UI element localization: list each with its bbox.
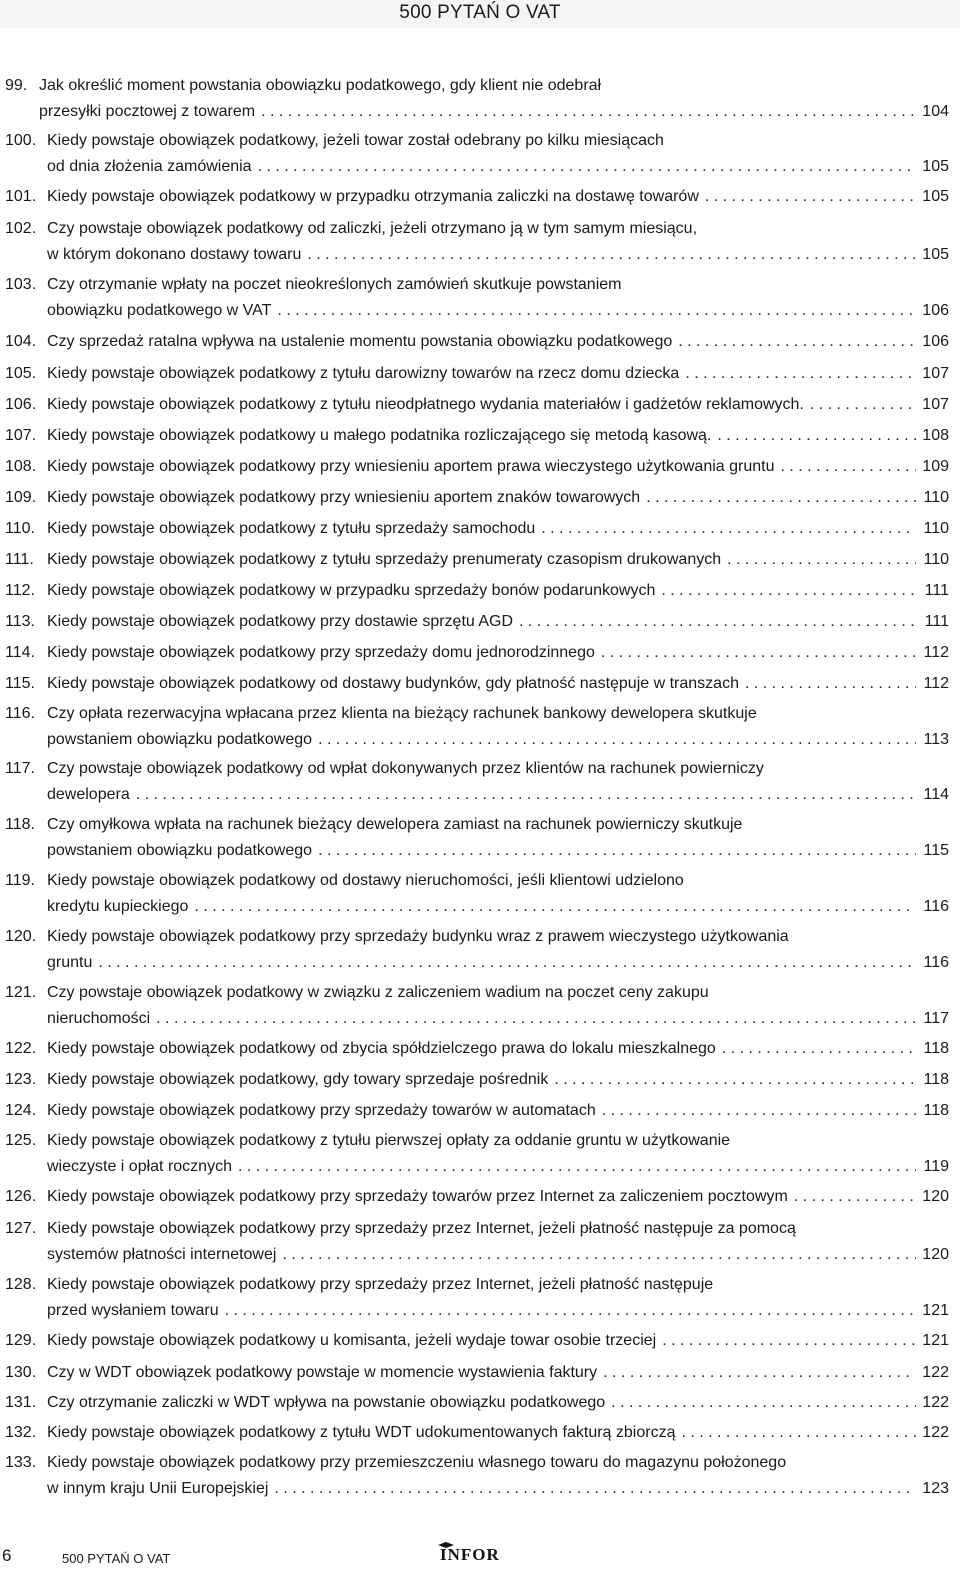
- toc-entry-text: przesyłki pocztowej z towarem: [39, 103, 256, 120]
- leader-dots: [611, 1390, 916, 1415]
- leader-dots: [685, 361, 916, 386]
- toc-entry-number: 115.: [5, 675, 35, 692]
- leader-dots: [662, 1328, 916, 1353]
- leader-dots: [98, 950, 916, 975]
- toc-entry-text: Kiedy powstaje obowiązek podatkowy przy dostawie sprzętu AGD: [47, 613, 514, 630]
- toc-entry-text: Kiedy powstaje obowiązek podatkowy przy sprzedaży domu jednorodzinnego: [47, 644, 595, 661]
- leader-dots: [225, 1298, 916, 1323]
- leader-dots: [156, 1006, 916, 1031]
- leader-dots: [282, 1242, 916, 1267]
- toc-entry-number: 122.: [5, 1040, 37, 1057]
- infor-logo: [436, 1541, 526, 1568]
- toc-entry-page: 118: [923, 1040, 949, 1057]
- toc-entry-text: Kiedy powstaje obowiązek podatkowy w przypadku sprzedaży bonów podarunkowych: [47, 582, 656, 599]
- toc-entry-text: Kiedy powstaje obowiązek podatkowy przy wniesieniu aportem prawa wieczystego użytkowania gruntu: [47, 458, 775, 475]
- toc-entry-number: 119.: [5, 872, 35, 889]
- toc-entry-text: Czy otrzymanie wpłaty na poczet nieokreślonych zamówień skutkuje powstaniem: [47, 276, 622, 293]
- leader-dots: [745, 671, 916, 696]
- toc-entry-page: 109: [922, 458, 949, 475]
- toc-entry-number: 110.: [5, 520, 35, 537]
- toc-entry-number: 101.: [5, 188, 37, 205]
- toc-entry-number: 120.: [5, 928, 37, 945]
- running-header-title: 500 PYTAŃ O VAT: [399, 2, 561, 23]
- toc-entry-text: Czy otrzymanie zaliczki w WDT wpływa na powstanie obowiązku podatkowego: [47, 1394, 606, 1411]
- toc-entry-number: 124.: [5, 1102, 37, 1119]
- leader-dots: [646, 485, 916, 510]
- toc-entry-number: 109.: [5, 489, 37, 506]
- toc-entry-text: od dnia złożenia zamówienia: [47, 158, 252, 175]
- toc-entry-text: kredytu kupieckiego: [47, 898, 189, 915]
- toc-entry-text: Kiedy powstaje obowiązek podatkowy z tytułu sprzedaży samochodu: [47, 520, 536, 537]
- toc-entry-page: 112: [923, 675, 949, 692]
- toc-entry-page: 117: [923, 1010, 949, 1027]
- leader-dots: [274, 1476, 916, 1501]
- leader-dots: [722, 1036, 916, 1061]
- toc-entry-page: 122: [922, 1424, 949, 1441]
- leader-dots: [705, 184, 916, 209]
- toc-entry-page: 119: [923, 1158, 949, 1175]
- toc-entry-page: 105: [922, 188, 949, 205]
- toc-entry-text: Kiedy powstaje obowiązek podatkowy z tytułu WDT udokumentowanych fakturą zbiorczą: [47, 1424, 676, 1441]
- toc-entry-text: Kiedy powstaje obowiązek podatkowy z tytułu pierwszej opłaty za oddanie gruntu w użytkowanie: [47, 1132, 731, 1149]
- leader-dots: [601, 640, 916, 665]
- toc-entry-page: 116: [923, 954, 949, 971]
- leader-dots: [717, 423, 916, 448]
- toc-entry-text: Kiedy powstaje obowiązek podatkowy przy sprzedaży budynku wraz z prawem wieczystego użytkowania: [47, 928, 789, 945]
- toc-entry-number: 113.: [5, 613, 35, 630]
- toc-entry-number: 121.: [5, 984, 37, 1001]
- toc-entry-page: 108: [922, 427, 949, 444]
- toc-entry-text: obowiązku podatkowego w VAT: [47, 302, 272, 319]
- toc-entry-page: 116: [923, 898, 949, 915]
- toc-entry-text: gruntu: [47, 954, 93, 971]
- toc-entry-text: Kiedy powstaje obowiązek podatkowy przy sprzedaży przez Internet, jeżeli płatność następuje: [47, 1276, 714, 1293]
- toc-entry-page: 118: [923, 1102, 949, 1119]
- toc-entry-page: 113: [923, 731, 949, 748]
- footer-page-number: 6: [2, 1546, 12, 1565]
- toc-entry-text: systemów płatności internetowej: [47, 1246, 277, 1263]
- toc-entry-page: 120: [922, 1188, 949, 1205]
- leader-dots: [794, 1184, 916, 1209]
- toc-entry-number: 118.: [5, 816, 35, 833]
- toc-entry-page: 115: [923, 842, 949, 859]
- toc-entry-number: 116.: [5, 705, 35, 722]
- toc-entry-text: Czy powstaje obowiązek podatkowy w związku z zaliczeniem wadium na poczet ceny zakupu: [47, 984, 709, 1001]
- toc-entry-text: Czy opłata rezerwacyjna wpłacana przez klienta na bieżący rachunek bankowy dewelopera skutkuje: [47, 705, 757, 722]
- toc-entry-page: 107: [922, 365, 949, 382]
- toc-entry-text: przed wysłaniem towaru: [47, 1302, 219, 1319]
- leader-dots: [810, 392, 916, 417]
- leader-dots: [194, 894, 916, 919]
- toc-entry-number: 99.: [5, 77, 28, 94]
- toc-entry-page: 105: [922, 246, 949, 263]
- toc-entry-text: Kiedy powstaje obowiązek podatkowy od dostawy budynków, gdy płatność następuje w transzach: [47, 675, 739, 692]
- leader-dots: [519, 609, 916, 634]
- leader-dots: [681, 1420, 916, 1445]
- toc-entry-page: 106: [922, 302, 949, 319]
- toc-entry-page: 110: [923, 520, 949, 537]
- leader-dots: [602, 1098, 916, 1123]
- toc-entry-text: Kiedy powstaje obowiązek podatkowy, gdy towary sprzedaje pośrednik: [47, 1071, 549, 1088]
- leader-dots: [727, 547, 916, 572]
- toc-entry-number: 103.: [5, 276, 37, 293]
- toc-entry-number: 130.: [5, 1364, 37, 1381]
- toc-entry-number: 123.: [5, 1071, 37, 1088]
- toc-entry-text: wieczyste i opłat rocznych: [47, 1158, 232, 1175]
- toc-entry-text: Kiedy powstaje obowiązek podatkowy przy sprzedaży towarów w automatach: [47, 1102, 596, 1119]
- toc-entry-number: 112.: [5, 582, 35, 599]
- toc-entry-number: 127.: [5, 1220, 37, 1237]
- toc-entry-text: Kiedy powstaje obowiązek podatkowy przy przemieszczeniu własnego towaru do magazynu położonego: [47, 1454, 787, 1471]
- toc-entry-number: 126.: [5, 1188, 37, 1205]
- infor-logo-icon: [436, 1541, 526, 1563]
- toc-entry-page: 110: [923, 551, 949, 568]
- toc-entry-text: Kiedy powstaje obowiązek podatkowy w przypadku otrzymania zaliczki na dostawę towarów: [47, 188, 699, 205]
- toc-entry-page: 122: [922, 1394, 949, 1411]
- toc-entry-number: 105.: [5, 365, 37, 382]
- leader-dots: [261, 99, 916, 124]
- toc-entry-page: 112: [923, 644, 949, 661]
- toc-entry-number: 104.: [5, 333, 37, 350]
- toc-entry-text: Kiedy powstaje obowiązek podatkowy u małego podatnika rozliczającego się metodą kasową.: [47, 427, 712, 444]
- toc-entry-text: Kiedy powstaje obowiązek podatkowy przy sprzedaży towarów przez Internet za zaliczeniem pocztowym: [47, 1188, 788, 1205]
- toc-entry-text: w innym kraju Unii Europejskiej: [47, 1480, 269, 1497]
- leader-dots: [541, 516, 916, 541]
- toc-entry-page: 114: [923, 786, 949, 803]
- toc-entry-text: Czy omyłkowa wpłata na rachunek bieżący dewelopera zamiast na rachunek powierniczy skutkuje: [47, 816, 743, 833]
- toc-entry-text: Czy powstaje obowiązek podatkowy od zaliczki, jeżeli otrzymano ją w tym samym miesiącu,: [47, 220, 698, 237]
- toc-entry-text: Kiedy powstaje obowiązek podatkowy z tytułu sprzedaży prenumeraty czasopism drukowanych: [47, 551, 722, 568]
- toc-entry-page: 107: [922, 396, 949, 413]
- leader-dots: [603, 1360, 916, 1385]
- toc-entry-number: 125.: [5, 1132, 37, 1149]
- toc-entry-page: 111: [924, 582, 949, 599]
- toc-entry-number: 131.: [5, 1394, 37, 1411]
- page-header: [0, 0, 960, 28]
- leader-dots: [136, 782, 916, 807]
- toc-entry-page: 106: [922, 333, 949, 350]
- toc-entry-text: Kiedy powstaje obowiązek podatkowy przy wniesieniu aportem znaków towarowych: [47, 489, 641, 506]
- toc-entry-page: 111: [924, 613, 949, 630]
- toc-entry-number: 100.: [5, 132, 37, 149]
- leader-dots: [307, 242, 916, 267]
- toc-entry-text: Kiedy powstaje obowiązek podatkowy przy sprzedaży przez Internet, jeżeli płatność następuje za pomocą: [47, 1220, 796, 1237]
- toc-entry-text: w którym dokonano dostawy towaru: [47, 246, 302, 263]
- toc-entry-text: Jak określić moment powstania obowiązku podatkowego, gdy klient nie odebrał: [39, 77, 602, 94]
- toc-entry-text: Kiedy powstaje obowiązek podatkowy z tytułu darowizny towarów na rzecz domu dziecka: [47, 365, 680, 382]
- toc-entry-text: powstaniem obowiązku podatkowego: [47, 731, 313, 748]
- leader-dots: [318, 838, 916, 863]
- toc-entry-text: Kiedy powstaje obowiązek podatkowy z tytułu nieodpłatnego wydania materiałów i gadżetów reklamowych.: [47, 396, 804, 413]
- toc-entry-text: dewelopera: [47, 786, 130, 803]
- toc-entry-text: Kiedy powstaje obowiązek podatkowy od dostawy nieruchomości, jeśli klientowi udzielono: [47, 872, 684, 889]
- toc-entry-number: 111.: [5, 551, 34, 568]
- toc-entry-text: Czy w WDT obowiązek podatkowy powstaje w momencie wystawienia faktury: [47, 1364, 598, 1381]
- toc-entry-text: Czy sprzedaż ratalna wpływa na ustalenie momentu powstania obowiązku podatkowego: [47, 333, 673, 350]
- toc-entry-page: 104: [922, 103, 949, 120]
- toc-entry-number: 108.: [5, 458, 37, 475]
- toc-entry-page: 110: [923, 489, 949, 506]
- toc-entry-page: 121: [922, 1332, 949, 1349]
- leader-dots: [678, 329, 916, 354]
- toc-entry-text: Kiedy powstaje obowiązek podatkowy, jeżeli towar został odebrany po kilku miesiącach: [47, 132, 664, 149]
- toc-entry-number: 133.: [5, 1454, 37, 1471]
- toc-entry-text: Kiedy powstaje obowiązek podatkowy u komisanta, jeżeli wydaje towar osobie trzeciej: [47, 1332, 657, 1349]
- toc-entry-text: powstaniem obowiązku podatkowego: [47, 842, 313, 859]
- toc-entry-page: 122: [922, 1364, 949, 1381]
- infor-logo-text: INFOR: [440, 1545, 500, 1563]
- leader-dots: [554, 1067, 916, 1092]
- toc-entry-page: 123: [922, 1480, 949, 1497]
- toc-entry-page: 121: [922, 1302, 949, 1319]
- toc-entry-number: 106.: [5, 396, 37, 413]
- leader-dots: [277, 298, 916, 323]
- footer-title: 500 PYTAŃ O VAT: [62, 1551, 171, 1566]
- leader-dots: [781, 454, 917, 479]
- toc-entry-number: 117.: [5, 760, 35, 777]
- toc-entry-number: 114.: [5, 644, 35, 661]
- toc-entry-number: 132.: [5, 1424, 37, 1441]
- toc-entry-page: 105: [922, 158, 949, 175]
- leader-dots: [238, 1154, 916, 1179]
- leader-dots: [318, 727, 916, 752]
- toc-entry-text: Kiedy powstaje obowiązek podatkowy od zbycia spółdzielczego prawa do lokalu mieszkalnego: [47, 1040, 716, 1057]
- toc-entry-page: 120: [922, 1246, 949, 1263]
- leader-dots: [661, 578, 916, 603]
- toc-entry-number: 107.: [5, 427, 37, 444]
- toc-entry-number: 128.: [5, 1276, 37, 1293]
- toc-entry-text: nieruchomości: [47, 1010, 151, 1027]
- toc-entry-page: 118: [923, 1071, 949, 1088]
- toc-entry-number: 129.: [5, 1332, 37, 1349]
- leader-dots: [258, 154, 916, 179]
- toc-entry-number: 102.: [5, 220, 37, 237]
- toc-entry-text: Czy powstaje obowiązek podatkowy od wpłat dokonywanych przez klientów na rachunek powierniczy: [47, 760, 764, 777]
